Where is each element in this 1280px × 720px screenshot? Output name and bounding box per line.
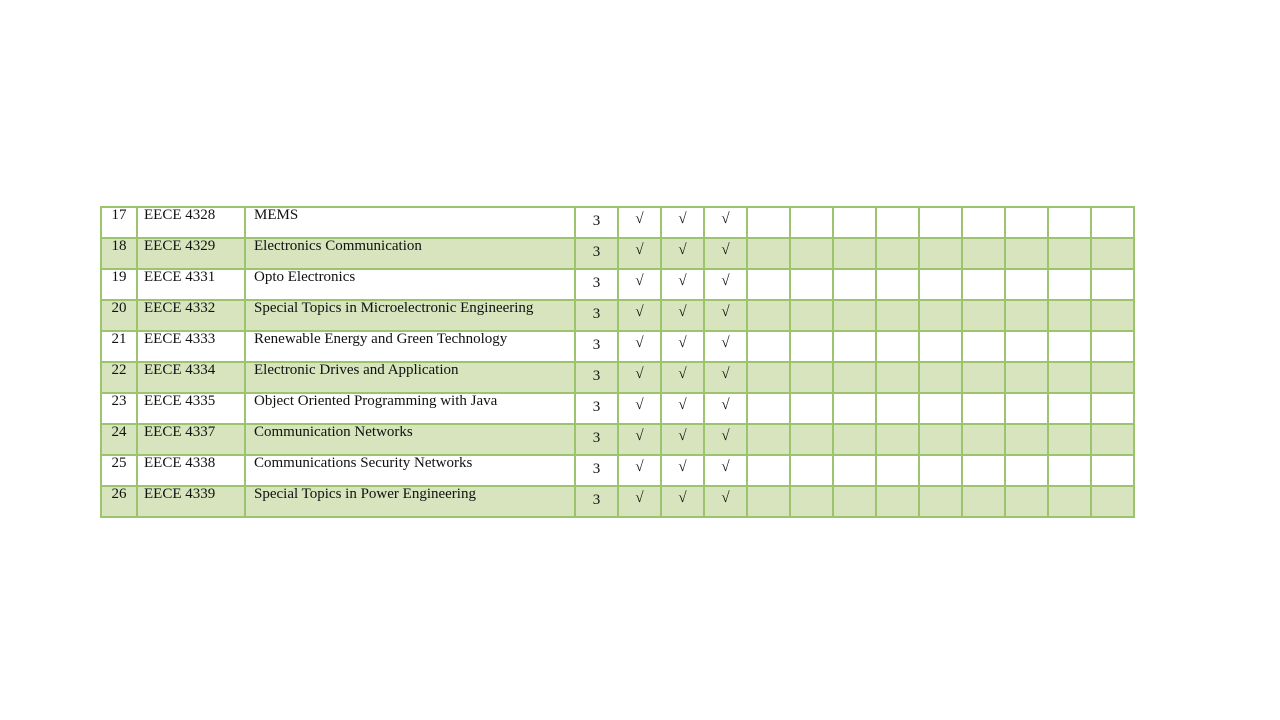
check-mark-cell: √ (704, 238, 747, 269)
empty-cell (1048, 486, 1091, 517)
empty-cell (876, 486, 919, 517)
empty-cell (790, 207, 833, 238)
table-row (101, 207, 1134, 238)
empty-cell (919, 207, 962, 238)
check-mark-cell: √ (618, 331, 661, 362)
credit-hours-cell: 3 (575, 269, 618, 300)
empty-cell (790, 424, 833, 455)
empty-cell (833, 269, 876, 300)
table-row (101, 300, 1134, 331)
course-title-cell: MEMS (245, 207, 575, 238)
course-table (100, 206, 1135, 518)
empty-cell (1048, 269, 1091, 300)
empty-cell (876, 238, 919, 269)
empty-cell (919, 486, 962, 517)
check-mark-cell: √ (704, 207, 747, 238)
check-mark-cell: √ (618, 486, 661, 517)
empty-cell (833, 455, 876, 486)
row-number-cell: 20 (101, 300, 137, 331)
check-mark-cell: √ (661, 362, 704, 393)
course-title-cell: Electronics Communication (245, 238, 575, 269)
empty-cell (876, 331, 919, 362)
credit-hours-cell: 3 (575, 362, 618, 393)
empty-cell (790, 486, 833, 517)
course-title-cell: Renewable Energy and Green Technology (245, 331, 575, 362)
check-mark-cell: √ (661, 300, 704, 331)
empty-cell (962, 300, 1005, 331)
empty-cell (833, 331, 876, 362)
course-code-cell: EECE 4339 (137, 486, 245, 517)
course-title-cell: Object Oriented Programming with Java (245, 393, 575, 424)
empty-cell (833, 300, 876, 331)
table-row (101, 238, 1134, 269)
check-mark-cell: √ (661, 393, 704, 424)
empty-cell (876, 393, 919, 424)
course-code-cell: EECE 4337 (137, 424, 245, 455)
empty-cell (962, 455, 1005, 486)
course-code-cell: EECE 4333 (137, 331, 245, 362)
empty-cell (833, 486, 876, 517)
credit-hours-cell: 3 (575, 455, 618, 486)
empty-cell (790, 362, 833, 393)
check-mark-cell: √ (618, 269, 661, 300)
check-mark-cell: √ (704, 300, 747, 331)
credit-hours-cell: 3 (575, 331, 618, 362)
empty-cell (876, 362, 919, 393)
empty-cell (747, 393, 790, 424)
empty-cell (919, 331, 962, 362)
empty-cell (790, 455, 833, 486)
empty-cell (1005, 455, 1048, 486)
table-row (101, 269, 1134, 300)
empty-cell (747, 486, 790, 517)
empty-cell (747, 238, 790, 269)
empty-cell (1091, 269, 1134, 300)
course-code-cell: EECE 4334 (137, 362, 245, 393)
empty-cell (876, 424, 919, 455)
course-code-cell: EECE 4335 (137, 393, 245, 424)
empty-cell (790, 238, 833, 269)
empty-cell (1048, 300, 1091, 331)
table-row (101, 424, 1134, 455)
check-mark-cell: √ (704, 393, 747, 424)
credit-hours-cell: 3 (575, 486, 618, 517)
empty-cell (747, 424, 790, 455)
empty-cell (1005, 331, 1048, 362)
empty-cell (962, 424, 1005, 455)
empty-cell (1048, 331, 1091, 362)
empty-cell (1005, 393, 1048, 424)
check-mark-cell: √ (618, 362, 661, 393)
credit-hours-cell: 3 (575, 238, 618, 269)
course-title-cell: Communications Security Networks (245, 455, 575, 486)
empty-cell (747, 331, 790, 362)
empty-cell (833, 207, 876, 238)
empty-cell (1091, 207, 1134, 238)
empty-cell (919, 393, 962, 424)
empty-cell (919, 269, 962, 300)
empty-cell (747, 269, 790, 300)
empty-cell (919, 362, 962, 393)
empty-cell (790, 331, 833, 362)
credit-hours-cell: 3 (575, 300, 618, 331)
course-code-cell: EECE 4338 (137, 455, 245, 486)
check-mark-cell: √ (704, 362, 747, 393)
table-row (101, 331, 1134, 362)
empty-cell (1048, 207, 1091, 238)
check-mark-cell: √ (704, 269, 747, 300)
row-number-cell: 25 (101, 455, 137, 486)
empty-cell (1048, 362, 1091, 393)
check-mark-cell: √ (661, 486, 704, 517)
empty-cell (876, 207, 919, 238)
empty-cell (962, 393, 1005, 424)
empty-cell (919, 455, 962, 486)
check-mark-cell: √ (704, 486, 747, 517)
course-title-cell: Special Topics in Power Engineering (245, 486, 575, 517)
credit-hours-cell: 3 (575, 424, 618, 455)
empty-cell (1005, 486, 1048, 517)
row-number-cell: 22 (101, 362, 137, 393)
empty-cell (747, 362, 790, 393)
empty-cell (790, 300, 833, 331)
empty-cell (876, 455, 919, 486)
empty-cell (833, 424, 876, 455)
check-mark-cell: √ (618, 207, 661, 238)
empty-cell (919, 424, 962, 455)
course-code-cell: EECE 4329 (137, 238, 245, 269)
empty-cell (833, 393, 876, 424)
empty-cell (962, 486, 1005, 517)
row-number-cell: 17 (101, 207, 137, 238)
empty-cell (962, 238, 1005, 269)
empty-cell (876, 300, 919, 331)
row-number-cell: 26 (101, 486, 137, 517)
empty-cell (1005, 238, 1048, 269)
course-title-cell: Opto Electronics (245, 269, 575, 300)
credit-hours-cell: 3 (575, 393, 618, 424)
check-mark-cell: √ (661, 207, 704, 238)
empty-cell (1091, 486, 1134, 517)
empty-cell (919, 300, 962, 331)
course-code-cell: EECE 4332 (137, 300, 245, 331)
check-mark-cell: √ (661, 238, 704, 269)
empty-cell (747, 207, 790, 238)
empty-cell (1005, 300, 1048, 331)
course-title-cell: Electronic Drives and Application (245, 362, 575, 393)
empty-cell (1091, 238, 1134, 269)
empty-cell (747, 300, 790, 331)
course-code-cell: EECE 4331 (137, 269, 245, 300)
empty-cell (747, 455, 790, 486)
check-mark-cell: √ (661, 331, 704, 362)
check-mark-cell: √ (661, 424, 704, 455)
empty-cell (1005, 362, 1048, 393)
empty-cell (1091, 393, 1134, 424)
check-mark-cell: √ (704, 331, 747, 362)
empty-cell (1048, 393, 1091, 424)
empty-cell (1091, 362, 1134, 393)
empty-cell (790, 393, 833, 424)
check-mark-cell: √ (618, 455, 661, 486)
course-table-body (101, 207, 1134, 517)
empty-cell (962, 362, 1005, 393)
empty-cell (962, 269, 1005, 300)
course-code-cell: EECE 4328 (137, 207, 245, 238)
course-title-cell: Communication Networks (245, 424, 575, 455)
empty-cell (962, 331, 1005, 362)
empty-cell (1091, 455, 1134, 486)
empty-cell (1005, 424, 1048, 455)
row-number-cell: 23 (101, 393, 137, 424)
row-number-cell: 19 (101, 269, 137, 300)
table-row (101, 455, 1134, 486)
credit-hours-cell: 3 (575, 207, 618, 238)
check-mark-cell: √ (618, 300, 661, 331)
row-number-cell: 24 (101, 424, 137, 455)
check-mark-cell: √ (661, 269, 704, 300)
empty-cell (1091, 300, 1134, 331)
empty-cell (1091, 331, 1134, 362)
empty-cell (1005, 269, 1048, 300)
check-mark-cell: √ (618, 393, 661, 424)
empty-cell (876, 269, 919, 300)
empty-cell (962, 207, 1005, 238)
table-row (101, 393, 1134, 424)
empty-cell (790, 269, 833, 300)
empty-cell (1048, 238, 1091, 269)
empty-cell (833, 362, 876, 393)
check-mark-cell: √ (661, 455, 704, 486)
empty-cell (1048, 424, 1091, 455)
check-mark-cell: √ (704, 424, 747, 455)
row-number-cell: 18 (101, 238, 137, 269)
table-row (101, 362, 1134, 393)
empty-cell (1091, 424, 1134, 455)
empty-cell (833, 238, 876, 269)
check-mark-cell: √ (618, 238, 661, 269)
empty-cell (919, 238, 962, 269)
empty-cell (1005, 207, 1048, 238)
course-title-cell: Special Topics in Microelectronic Engineering (245, 300, 575, 331)
check-mark-cell: √ (704, 455, 747, 486)
table-row (101, 486, 1134, 517)
row-number-cell: 21 (101, 331, 137, 362)
empty-cell (1048, 455, 1091, 486)
check-mark-cell: √ (618, 424, 661, 455)
